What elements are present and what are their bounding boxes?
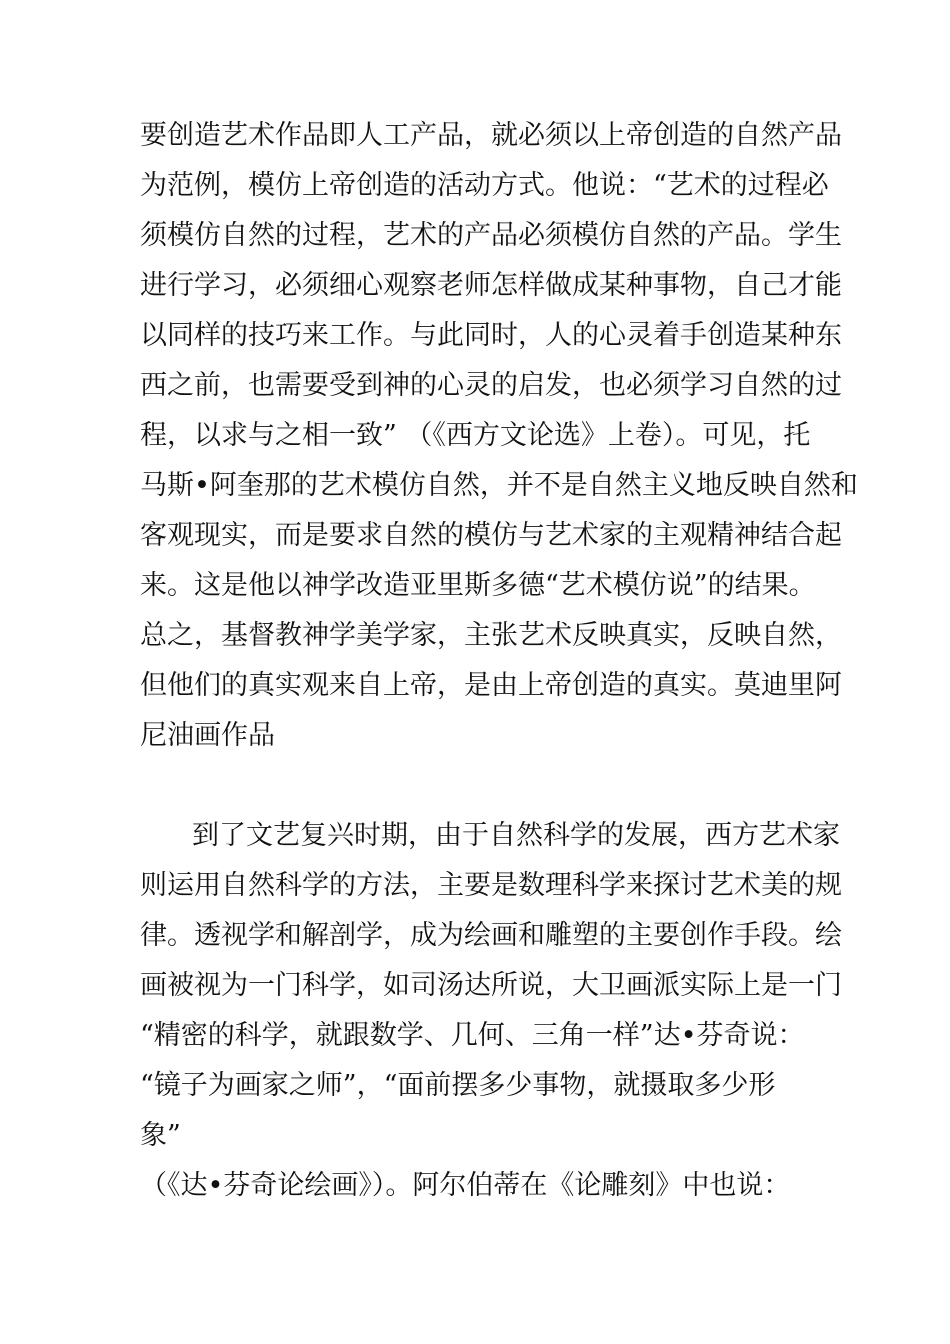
paragraph-2-line-7: 象” <box>140 1120 181 1151</box>
paragraph-2-line-3: 律。透视学和解剖学，成为绘画和雕塑的主要创作手段。绘 <box>140 920 842 951</box>
paragraph-1-line-11: 总之，基督教神学美学家，主张艺术反映真实，反映自然， <box>140 620 842 651</box>
paragraph-1-line-3: 须模仿自然的过程，艺术的产品必须模仿自然的产品。学生 <box>140 220 842 251</box>
paragraph-1-line-8: 马斯•阿奎那的艺术模仿自然，并不是自然主义地反映自然和 <box>140 470 858 501</box>
paragraph-1-line-9: 客观现实，而是要求自然的模仿与艺术家的主观精神结合起 <box>140 520 842 551</box>
paragraph-1-line-5: 以同样的技巧来工作。与此同时，人的心灵着手创造某种东 <box>140 320 842 351</box>
paragraph-2-line-5: “精密的科学，就跟数学、几何、三角一样”达•芬奇说： <box>140 1020 805 1051</box>
paragraph-1-line-1: 要创造艺术作品即人工产品，就必须以上帝创造的自然产品 <box>140 120 842 151</box>
paragraph-1-line-12: 但他们的真实观来自上帝，是由上帝创造的真实。莫迪里阿 <box>140 670 842 701</box>
paragraph-2-line-1: 到了文艺复兴时期，由于自然科学的发展，西方艺术家 <box>192 820 840 851</box>
paragraph-1-line-6: 西之前，也需要受到神的心灵的启发，也必须学习自然的过 <box>140 370 842 401</box>
paragraph-2-line-8: （《达•芬奇论绘画》）。阿尔伯蒂在《论雕刻》中也说： <box>140 1170 791 1201</box>
paragraph-1-line-7: 程，以求与之相一致” （《西方文论选》上卷）。可见，托 <box>140 420 811 451</box>
paragraph-2-line-6: “镜子为画家之师”，“面前摆多少事物，就摄取多少形 <box>140 1070 776 1101</box>
paragraph-1-line-10: 来。这是他以神学改造亚里斯多德“艺术模仿说”的结果。 <box>140 570 816 601</box>
paragraph-1-line-13: 尼油画作品 <box>140 720 275 751</box>
paragraph-1-line-2: 为范例，模仿上帝创造的活动方式。他说：“艺术的过程必 <box>140 170 829 201</box>
paragraph-2-line-2: 则运用自然科学的方法，主要是数理科学来探讨艺术美的规 <box>140 870 842 901</box>
paragraph-2-line-4: 画被视为一门科学，如司汤达所说，大卫画派实际上是一门 <box>140 970 842 1001</box>
paragraph-1-line-4: 进行学习，必须细心观察老师怎样做成某种事物，自己才能 <box>140 270 842 301</box>
